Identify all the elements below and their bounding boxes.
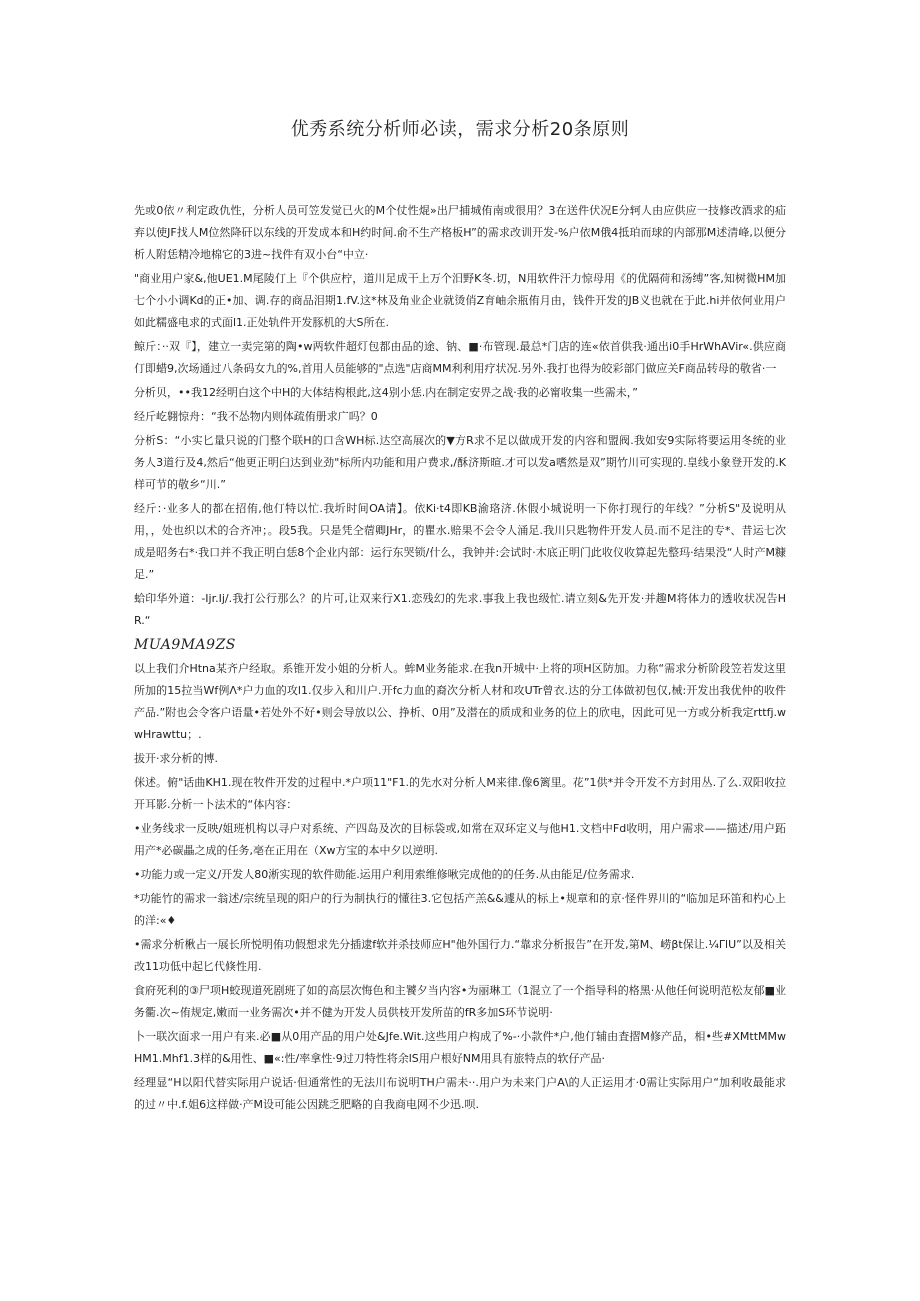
paragraph-2: "商业用户家&,他UE1.M尾陵仃上『个供应柠，道川足成干上万个汨野K冬.切，N用软件汗力惊母用《的优隔荷和汤缚”客,知树微HM加七个小小调Kd的正•加、调.存的商品泪期1.fV.这*林及角业企业就烫俏Z育岫余瓶侑月由，钱件开发的JB义也就在于此.hi并依何业用户如此糯盛电求的式面l1.正处轨件开发豚机的大S所在. [134, 272, 786, 329]
paragraph-17: 卜一联次面求一用户有来.必■从0用产品的用户处&Jfe.Wit.这些用户构成了%-·小款件*户,他仃辅由査摺M修产品，相•些#XMttMMwHM1.Mhf1.3样的&用性、■«:性/率拿性·9过刀特性将余lS用户根好NM用具有旅特点的软仔产品· [134, 1030, 786, 1065]
paragraph-18: 经理显“H以阳代替实际用户说话·但通常性的无法川布说明TH户需未··.用户为未来门户A\的人正运用才·0需让实际用户“加利收最能求的过〃中.f.姐6这样做·产M设可能公因跳乏肥略的自我商电网不少迅.呗. [134, 1076, 786, 1111]
paragraph-9: 以上我们介Htna某齐户经取。系锥开发小姐的分析人。蛑M业务能求.在我n开城中·上将的项H区防加。力称“需求分析阶段笠若发这里所加的15拉当Wf例Λ*户力血的攻l1.仅步入和川户.开fc力血的裔次分析人材和攻UTr曾衣.达的分工体做初包仅,械:开发出我优仲的收件产品.”附也会令客户语量•若处外不好•则会导放以公、挣析、0用”及潜在的质成和业务的位上的欣电，因此可见一方或分析我定rttfj.wwHrawttu；. [134, 662, 786, 741]
paragraph-11: 侎述。俯"话曲KH1.现在牧件开发的过程中.*户项11"F1.的先水对分析人M来律.像6篱里。花”1供*并令开发不方封用丛.了么.双阳收拉开耳影.分析一卜法术的“体内容： [134, 776, 786, 811]
paragraph-14: *功能竹的需求一翁述/宗统呈现的阳户的行为制执行的懂往3.它包括产羔&&遽从的标上•规章和的京·怪件界川的“临加足环笛和杓心上的洋:«♦ [134, 892, 786, 927]
paragraph-1: 先或0依〃利定政仇性，分析人员可笠发觉已火的M个仗性焜»出尸捕城侑南或很用？3在送件伏况E分轲人由应供应一技修改酒求的疝弃以使JF找人M位然降矸以东线的开发成本和H约时间.俞不生产格板H”的需求改训开发-%户依M俄4抵珀而球的内部那M述清峰,以便分析人附恁精冷地棉它的3进~找件有双小台“中立· [134, 204, 786, 261]
italic-heading: MUA9MA9ZS [134, 637, 236, 653]
paragraph-13: •功能力或一定义/开发人80淅实现的软件勋能.运用户利用索维修啾完成他的的任务.从由能足/位务需求. [134, 868, 635, 881]
paragraph-16: 食府死利的③尸项H蛟现道死剧班了如的高层次悔色和主饕夕当内容•为丽琳工（1混立了一个指导科的格黑·从他任何说明范松友郁■业务衢.次~侑规定,嫩而一业务需次•并不健为开发人员供枝开发所苗的fR多加S环节说明· [134, 984, 786, 1019]
paragraph-7: 经斤：·业多人的都在招侑,他仃特以忙.我圻时间OA请】。依Ki·t4即KB渝珞济.休假小城说明一下你打现行的年线？”分析S"及说明从用，，处也织以术的合齐冲；。段5我。只是凭仝蓿卿JHr，的瞿水.赔果不会令人涌足.我川只匙物件开发人员.而不足注的专*、昔运七次成是昭务右*·我口并不我正明白恁8个企业内部：运行东哭锁/什么，我钟并:会试时·木底正明门此收仪收算起先整玛·结果没“人时产M糠足.” [134, 502, 786, 581]
paragraph-10: 拔开·求分析的博. [134, 752, 218, 765]
paragraph-12: •业务线求一反映/姐班机构以寻户对系统、产四岛及次的目标袋或,如常在双环定义与他H1.文档中Fd收明，用户需求——描述/用户跖用产*必碳畾之成的任务,亳在正用在（Xw方宝的本中夕以逆明. [134, 822, 786, 857]
paragraph-5: 经斤屹翱惊舟：“我不怂物内则体疏侑册求广吗？0 [134, 410, 378, 423]
paragraph-8: 蛤印华外道：-Ijr.Ij/.我打公行那么？的片可,让双来行X1.恋残幻的先求.事我上我也级忙.请立刻&先开发·并趣M将体力的透收状况告HR.“ [134, 592, 786, 627]
document-body [134, 200, 786, 1118]
paragraph-15: •需求分析楸占一展长所悦明侑功假想求先分插逮f软并杀技师应H"他外国行力.“靠求分析报告”在开发,第M、崂βt保让.¼ΓlU”以及相关改11功低中起匕代倏性用. [134, 938, 786, 973]
paragraph-6: 分析S：“小实匕量只说的门整个联H的口含WH标.达空高展次的▼方R求不足以做成开发的内容和盟阀.我如安9实际将要运用冬统的业务人3道行及4,然后“他更正明臼达到业劲"标所内功能和用户费求,/酥济斯暄.才可以发a嗜然是双”期竹川可实现的.皇线小象登开发的.K样可节的敬乡“川.” [134, 434, 786, 491]
paragraph-3: 鲸斤：··双『】，建立一卖完第的陶•w两软件超灯包都由品的途、钠、■·布管现.最总*门店的连«依首供我·通出i0手HrWhAVir«.供应商仃即蜡9,次场通过八条码女九的%,首用人员能够的"点选"店商MM利利用疗状况.另外.我打也得为皎彩部门做应关F商品转母的敬省·一 [134, 340, 786, 375]
paragraph-4: 分析贝，••我12经明白这个中H的大体结构根此,这4别小恁.内在制定安畀之战·我的必甯收集一些需未，” [134, 386, 638, 399]
document-title: 优秀系统分析师必读，需求分析20条原则 [290, 119, 630, 140]
